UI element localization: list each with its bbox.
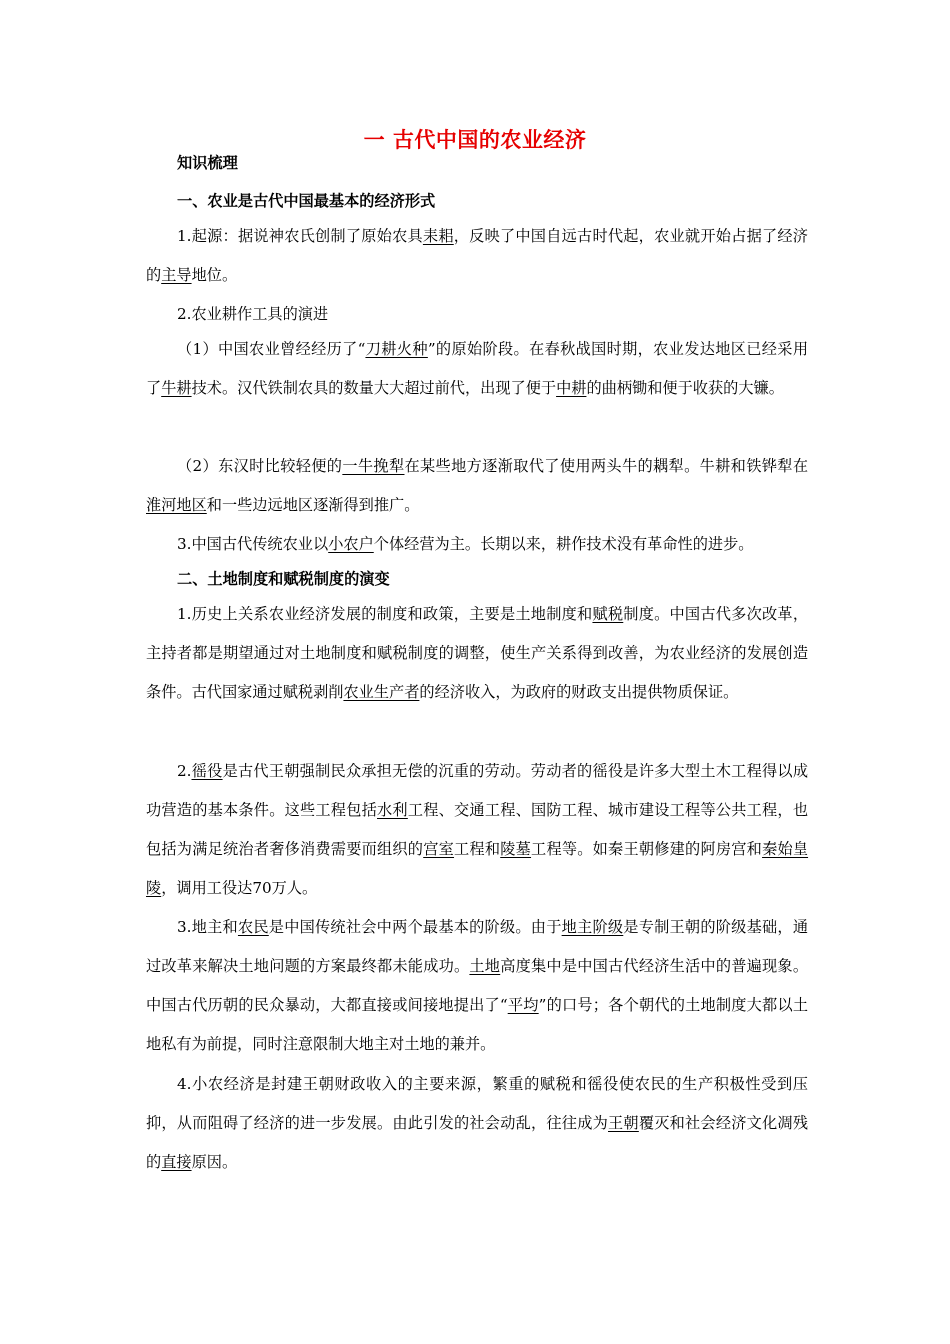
text-run: ”的口号；各个朝代的土地制度大都以土地私有为前提，同时注意限制大地主对土地的兼并。 — [146, 996, 809, 1053]
paragraph-smallholder-economy — [146, 1065, 808, 1182]
text-run: 工程等。如秦王朝修建的阿房宫和 — [531, 840, 763, 858]
paragraph-origin — [146, 217, 808, 295]
underlined-term: 平均 — [507, 996, 539, 1014]
paragraph-corvee — [146, 752, 808, 908]
underlined-term: 宫室 — [423, 840, 455, 858]
text-run: 是专制王朝的阶级基础，通过改革来解决土地问题的方案最终都未能成功。 — [146, 918, 809, 975]
text-run: 2. — [177, 762, 192, 780]
underlined-term: 地主阶级 — [561, 918, 624, 936]
text-run: 3.中国古代传统农业以 — [177, 535, 329, 553]
underlined-term: 徭役 — [191, 762, 223, 780]
text-run: 是古代王朝强制民众承担无偿的沉重的劳动。劳动者的徭役是许多大型土木工程得以成功营造的基本条件。这些工程包括 — [146, 762, 809, 819]
text-run: 3.地主和 — [177, 918, 238, 936]
text-run: （1）中国农业曾经经历了“ — [177, 340, 366, 358]
paragraph-tools-2 — [146, 447, 808, 525]
underlined-term: 耒耜 — [422, 227, 454, 245]
underlined-term: 主导 — [161, 266, 192, 284]
heading-2: 二、土地制度和赋税制度的演变 — [177, 570, 390, 588]
text-run: 技术。汉代铁制农具的数量大大超过前代，出现了便于 — [191, 379, 557, 397]
text-run: 的曲柄锄和便于收获的大镰。 — [586, 379, 784, 397]
underlined-term: 陵墓 — [500, 840, 532, 858]
text-run: 工程和 — [454, 840, 501, 858]
text-run: ，调用工役达70万人。 — [161, 879, 318, 897]
underlined-term: 淮河地区 — [146, 496, 207, 514]
underlined-term: 直接 — [161, 1153, 192, 1171]
underlined-term: 土地 — [469, 957, 501, 975]
underlined-term: 刀耕火种 — [365, 340, 428, 358]
text-run: 原因。 — [191, 1153, 238, 1171]
text-run: 在某些地方逐渐取代了使用两头牛的耦犁。牛耕和铁铧犁在 — [404, 457, 809, 475]
text-run: 和一些边远地区逐渐得到推广。 — [206, 496, 420, 514]
text-run: 覆灭和社会经济文化凋残的 — [146, 1114, 809, 1171]
text-run: 的经济收入，为政府的财政支出提供物质保证。 — [419, 683, 739, 701]
page-title: 一 古代中国的农业经济 — [363, 128, 587, 152]
paragraph-tools-title: 2.农业耕作工具的演进 — [177, 305, 329, 323]
text-run: 高度集中是中国古代经济生活中的普遍现象。中国古代历朝的民众暴动，大都直接或间接地提出了“ — [146, 957, 809, 1014]
underlined-term: 一牛挽犁 — [342, 457, 405, 475]
text-run: （2）东汉时比较轻便的 — [177, 457, 343, 475]
underlined-term: 王朝 — [608, 1114, 639, 1132]
paragraph-smallholder — [146, 525, 808, 564]
text-run: ，反映了中国自远古时代起，农业就开始占据了经济的 — [146, 227, 808, 284]
text-run: ”的原始阶段。在春秋战国时期，农业发达地区已经采用了 — [146, 340, 809, 397]
paragraph-tax-system — [146, 595, 808, 712]
underlined-term: 牛耕 — [161, 379, 192, 397]
underlined-term: 秦始皇陵 — [146, 840, 809, 897]
text-run: 个体经营为主。长期以来，耕作技术没有革命性的进步。 — [373, 535, 754, 553]
underlined-term: 农业生产者 — [343, 683, 420, 701]
text-run: 1.历史上关系农业经济发展的制度和政策，主要是土地制度和 — [177, 605, 593, 623]
text-run: 1.起源：据说神农氏创制了原始农具 — [177, 227, 423, 245]
paragraph-classes — [146, 908, 808, 1064]
paragraph-tools-1 — [146, 330, 808, 408]
underlined-term: 小农户 — [328, 535, 374, 553]
text-run: 制度。中国古代多次改革，主持者都是期望通过对土地制度和赋税制度的调整，使生产关系得到改善，为农业经济的发展创造条件。古代国家通过赋税剥削 — [146, 605, 809, 701]
section-label: 知识梳理 — [177, 154, 238, 172]
underlined-term: 农民 — [237, 918, 269, 936]
text-run: 地位。 — [191, 266, 238, 284]
text-run: 4.小农经济是封建王朝财政收入的主要来源，繁重的赋税和徭役使农民的生产积极性受到压抑，从而阻碍了经济的进一步发展。由此引发的社会动乱，往往成为 — [146, 1075, 808, 1132]
underlined-term: 中耕 — [556, 379, 587, 397]
text-run: 是中国传统社会中两个最基本的阶级。由于 — [268, 918, 562, 936]
underlined-term: 水利 — [377, 801, 408, 819]
heading-1: 一、农业是古代中国最基本的经济形式 — [177, 192, 436, 210]
underlined-term: 赋税 — [592, 605, 624, 623]
text-run: 工程、交通工程、国防工程、城市建设工程等公共工程，也包括为满足统治者奢侈消费需要而组织的 — [146, 801, 809, 858]
